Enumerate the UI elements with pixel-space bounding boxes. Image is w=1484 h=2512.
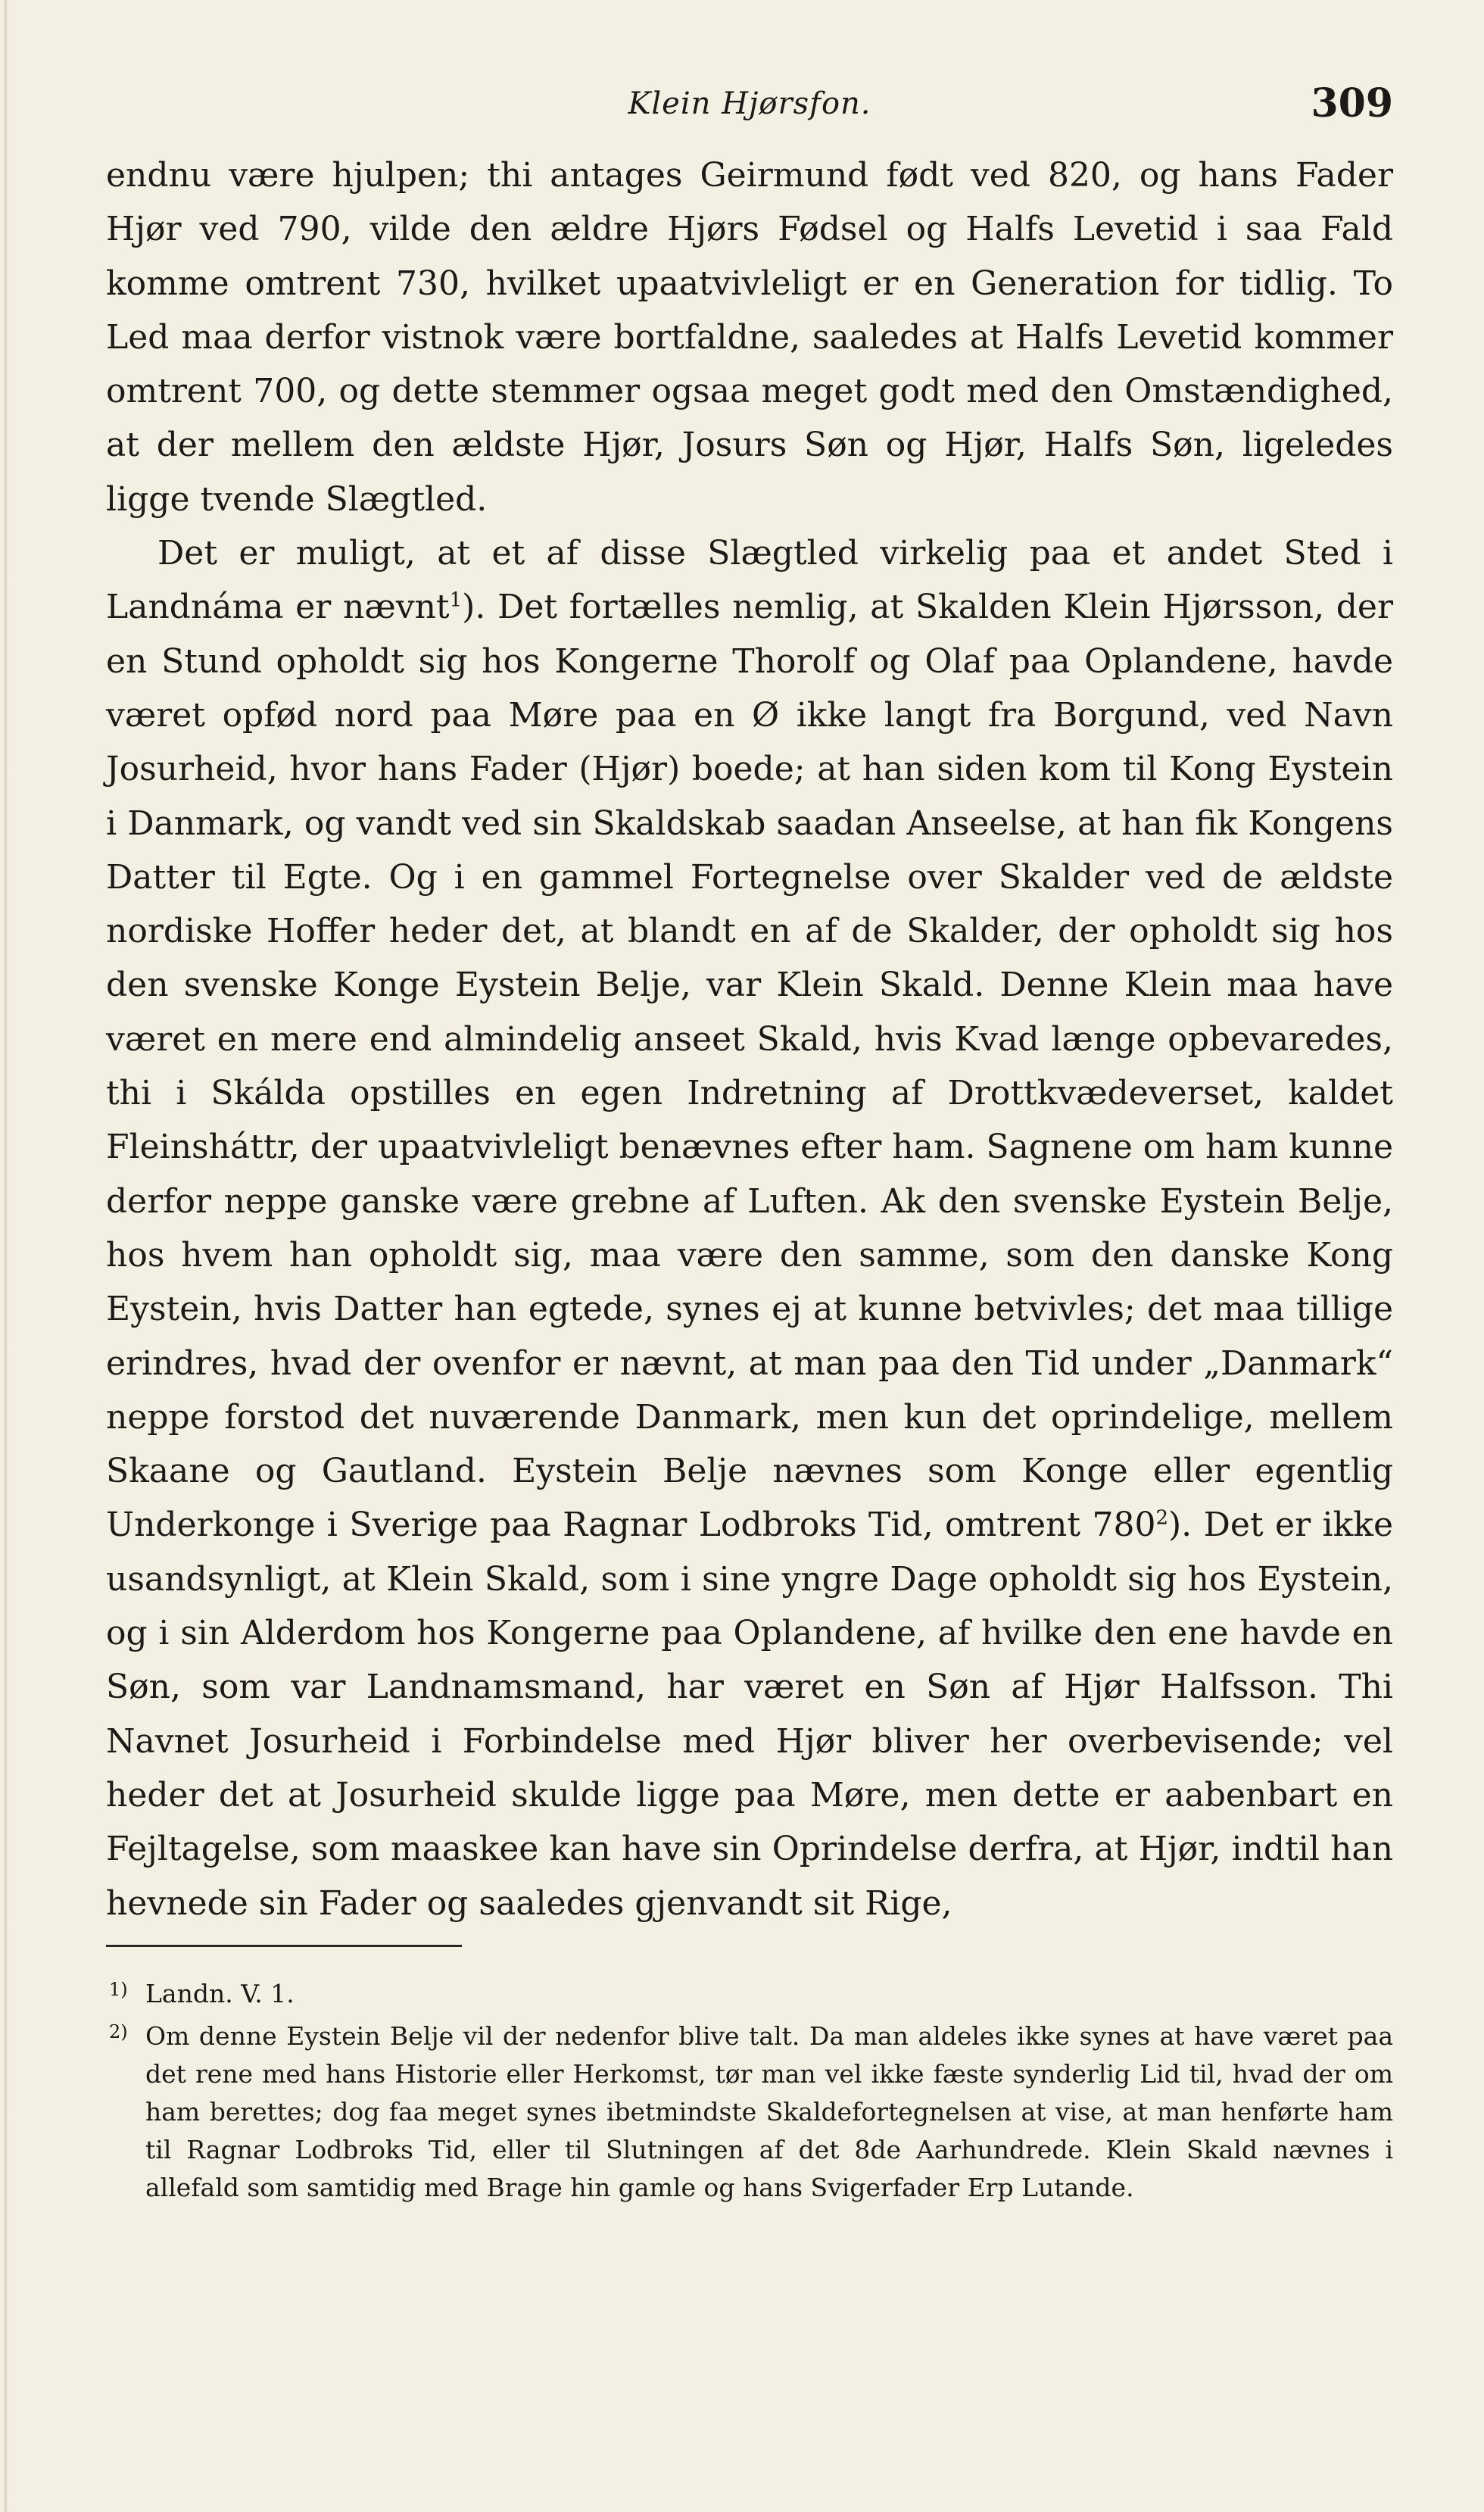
running-head: Klein Hjørsfon.	[628, 86, 871, 121]
paragraph-2-part-a: Det er muligt, at et af disse Slægtled virkelig paa et andet Sted i Landnáma er nævnt	[106, 534, 1393, 627]
paragraph-2	[106, 526, 1393, 1930]
page-number: 309	[1311, 80, 1393, 126]
body-text	[106, 148, 1393, 1930]
footnote-mark: 1)	[109, 1979, 128, 2000]
footnotes	[106, 1975, 1393, 2211]
footnote-mark: 2)	[109, 2021, 128, 2042]
footnote-text: Landn. V. 1.	[145, 1979, 295, 2008]
footnote-rule	[106, 1945, 462, 1947]
footnote-ref-1: 1	[449, 588, 463, 612]
page-gutter	[5, 0, 8, 2512]
paragraph-1: endnu være hjulpen; thi antages Geirmund født ved 820, og hans Fader Hjør ved 790, vilde den ældre Hjørs Fødsel og Halfs Levetid i saa Fald komme omtrent 730, hvilket upaatvivleligt er en Generation for tidlig. To Led maa derfor vistnok være bortfaldne, saaledes at Halfs Levetid kommer omtrent 700, og dette stemmer ogsaa meget godt med den Omstændighed, at der mellem den ældste Hjør, Josurs Søn og Hjør, Halfs Søn, ligeledes ligge tvende Slægtled.	[106, 156, 1393, 519]
footnote-2	[106, 2017, 1393, 2207]
footnote-ref-2: 2	[1155, 1506, 1168, 1530]
footnote-text: Om denne Eystein Belje vil der nedenfor blive talt. Da man aldeles ikke synes at have været paa det rene med hans Historie eller Herkomst, tør man vel ikke fæste synderlig Lid til, hvad der om ham berettes; dog faa meget synes ibetmindste Skaldefortegnelsen at vise, at man henførte ham til Ragnar Lodbroks Tid, eller til Slutningen af det 8de Aarhundrede. Klein Skald nævnes i allefald som samtidig med Brage hin gamle og hans Svigerfader Erp Lutande.	[145, 2021, 1393, 2202]
page-header	[106, 80, 1393, 133]
footnote-1	[106, 1975, 1393, 2013]
paragraph-2-part-c: ). Det er ikke usandsynligt, at Klein Skald, som i sine yngre Dage opholdt sig hos Eystein, og i sin Alderdom hos Kongerne paa Oplandene, af hvilke den ene havde en Søn, som var Landnamsmand, har været en Søn af Hjør Halfsson. Thi Navnet Josurheid i Forbindelse med Hjør bliver her overbevisende; vel heder det at Josurheid skulde ligge paa Møre, men dette er aabenbart en Fejltagelse, som maaskee kan have sin Oprindelse derfra, at Hjør, indtil han hevnede sin Fader og saaledes gjenvandt sit Rige,	[106, 1506, 1393, 1923]
paragraph-2-part-b: ). Det fortælles nemlig, at Skalden Klein Hjørsson, der en Stund opholdt sig hos Kongerne Thorolf og Olaf paa Oplandene, havde været opfød nord paa Møre paa en Ø ikke langt fra Borgund, ved Navn Josurheid, hvor hans Fader (Hjør) boede; at han siden kom til Kong Eystein i Danmark, og vandt ved sin Skaldskab saadan Anseelse, at han fik Kongens Datter til Egte. Og i en gammel Fortegnelse over Skalder ved de ældste nordiske Hoffer heder det, at blandt en af de Skalder, der opholdt sig hos den svenske Konge Eystein Belje, var Klein Skald. Denne Klein maa have været en mere end almindelig anseet Skald, hvis Kvad længe opbevaredes, thi i Skálda opstilles en egen Indretning af Drottkvædeverset, kaldet Fleinsháttr, der upaatvivleligt benævnes efter ham. Sagnene om ham kunne derfor neppe ganske være grebne af Luften. Ak den svenske Eystein Belje, hos hvem han opholdt sig, maa være den samme, som den danske Kong Eystein, hvis Datter han egtede, synes ej at kunne betvivles; det maa tillige erindres, hvad der ovenfor er nævnt, at man paa den Tid under „Danmark“ neppe forstod det nuværende Danmark, men kun det oprindelige, mellem Skaane og Gautland. Eystein Belje nævnes som Konge eller egentlig Underkonge i Sverige paa Ragnar Lodbroks Tid, omtrent 780	[106, 588, 1393, 1545]
